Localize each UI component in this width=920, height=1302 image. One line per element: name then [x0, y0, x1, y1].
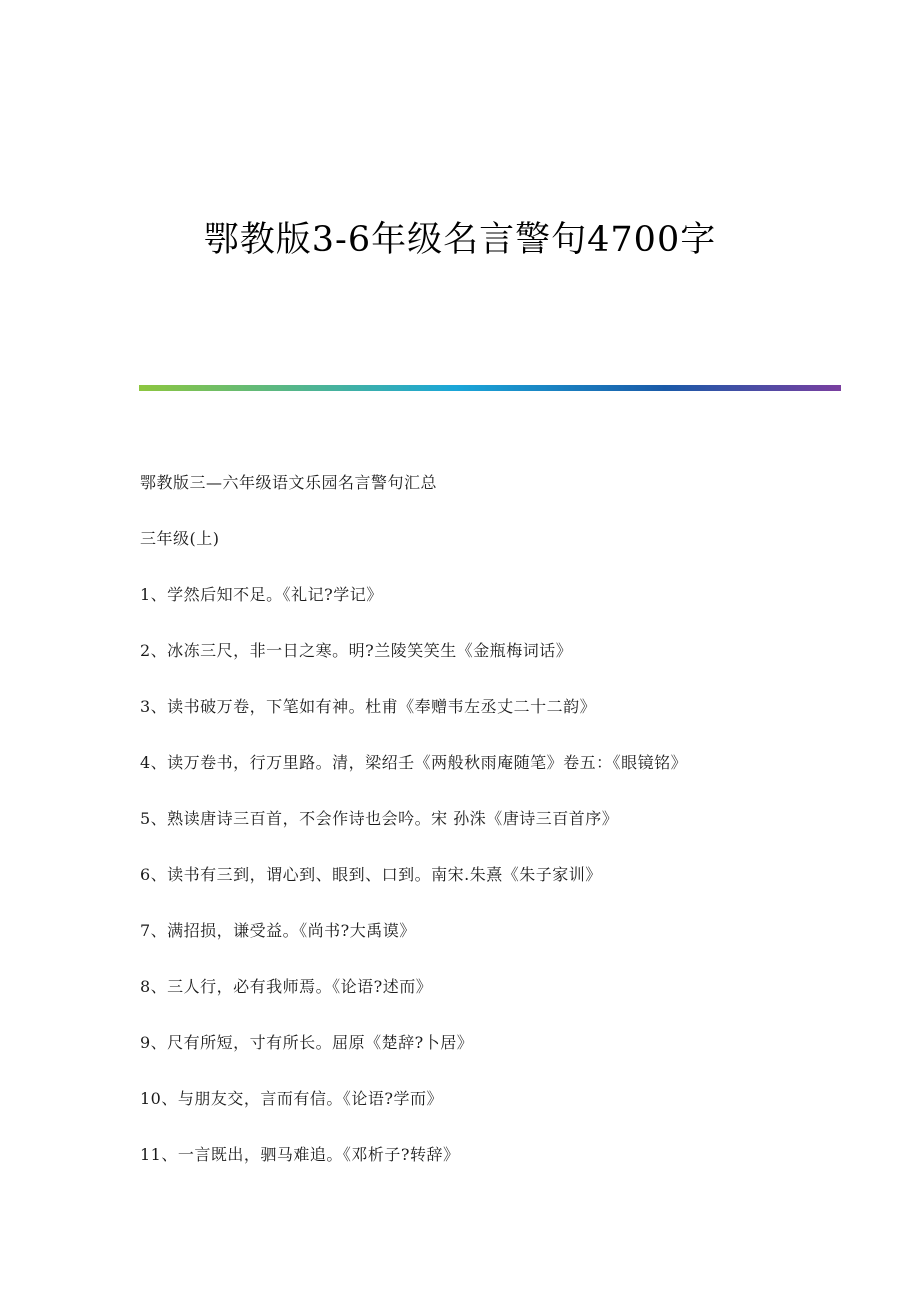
document-body — [140, 470, 860, 1198]
quote-line: 6、读书有三到，谓心到、眼到、口到。南宋.朱熹《朱子家训》 — [140, 865, 602, 884]
quote-line: 10、与朋友交，言而有信。《论语?学而》 — [140, 1089, 443, 1108]
quote-line: 11、一言既出，驷马难追。《邓析子?转辞》 — [140, 1145, 460, 1164]
quote-line: 1、学然后知不足。《礼记?学记》 — [140, 585, 383, 604]
quote-line: 5、熟读唐诗三百首，不会作诗也会吟。宋 孙洙《唐诗三百首序》 — [140, 809, 619, 828]
quote-line: 9、尺有所短，寸有所长。屈原《楚辞?卜居》 — [140, 1033, 474, 1052]
quote-line: 7、满招损，谦受益。《尚书?大禹谟》 — [140, 921, 416, 940]
quote-line: 2、冰冻三尺，非一日之寒。明?兰陵笑笑生《金瓶梅词话》 — [140, 641, 573, 660]
document-title: 鄂教版3-6年级名言警句4700字 — [203, 220, 717, 260]
quote-line: 8、三人行，必有我师焉。《论语?述而》 — [140, 977, 433, 996]
title-divider — [139, 385, 841, 391]
quote-line: 4、读万卷书，行万里路。清，梁绍壬《两般秋雨庵随笔》卷五：《眼镜铭》 — [140, 753, 688, 772]
grade-heading: 三年级(上) — [140, 529, 220, 548]
quote-line: 3、读书破万卷，下笔如有神。杜甫《奉赠韦左丞丈二十二韵》 — [140, 697, 597, 716]
section-heading: 鄂教版三—六年级语文乐园名言警句汇总 — [140, 473, 438, 492]
